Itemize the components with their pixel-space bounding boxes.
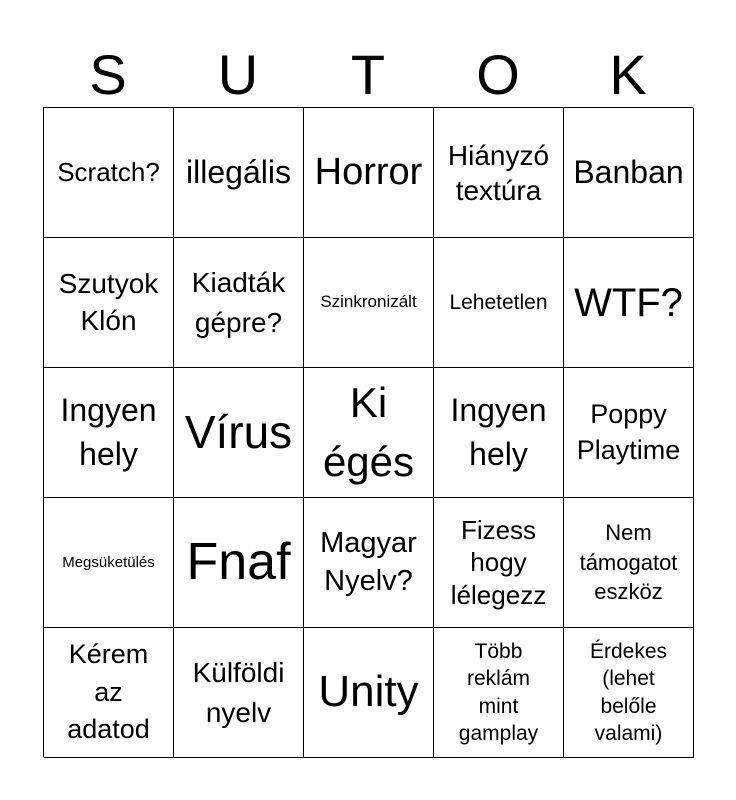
bingo-cell[interactable] (174, 368, 304, 498)
cell-text: Kérem az adatod (67, 638, 150, 745)
header-letter: S (89, 43, 127, 106)
header-letter: K (609, 43, 647, 106)
cell-text: Hiányzó textúra (447, 139, 550, 206)
bingo-cell[interactable] (304, 238, 434, 368)
cell-text: Ingyen hely (450, 392, 547, 472)
cell-text: Ingyen hely (60, 392, 157, 472)
cell-text: Több reklám mint gamplay (458, 639, 539, 745)
cell-text: WTF? (574, 280, 683, 325)
cell-text: Scratch? (57, 156, 160, 187)
bingo-cell[interactable] (434, 108, 564, 238)
header-letter: T (350, 43, 386, 106)
bingo-cell[interactable] (564, 368, 694, 498)
bingo-cell[interactable] (434, 238, 564, 368)
bingo-cell[interactable] (44, 368, 174, 498)
cell-text: Fizess hogy lélegezz (450, 514, 547, 610)
bingo-cell[interactable] (44, 108, 174, 238)
bingo-cell[interactable] (304, 368, 434, 498)
header-letter: O (476, 43, 520, 106)
bingo-cell[interactable] (564, 108, 694, 238)
cell-text: illegális (186, 154, 291, 191)
bingo-cell[interactable] (434, 498, 564, 628)
bingo-cell[interactable] (44, 628, 174, 758)
bingo-board (43, 107, 693, 757)
cell-text: Nem támogatot eszköz (579, 519, 678, 605)
bingo-cell[interactable] (564, 238, 694, 368)
bingo-cell[interactable] (304, 108, 434, 238)
cell-text: Magyar Nyelv? (320, 526, 417, 597)
cell-text: Vírus (184, 405, 293, 458)
bingo-cell[interactable] (434, 628, 564, 758)
bingo-cell[interactable] (174, 498, 304, 628)
cell-text: Érdekes (lehet belőle valami) (589, 639, 668, 745)
cell-text: Lehetetlen (449, 290, 548, 314)
header-letter: U (217, 43, 259, 106)
cell-text: Fnaf (186, 533, 291, 592)
bingo-cell[interactable] (564, 498, 694, 628)
cell-text: Szinkronizált (320, 292, 417, 312)
bingo-cell[interactable] (304, 628, 434, 758)
cell-text: Megsüketülés (62, 553, 155, 571)
cell-text: Banban (573, 154, 684, 191)
cell-text: Horror (314, 150, 423, 193)
bingo-cell[interactable] (174, 628, 304, 758)
bingo-cell[interactable] (174, 238, 304, 368)
cell-text: Unity (318, 667, 419, 717)
bingo-cell[interactable] (44, 238, 174, 368)
cell-text: Ki égés (322, 378, 415, 485)
bingo-cell[interactable] (304, 498, 434, 628)
bingo-cell[interactable] (44, 498, 174, 628)
bingo-cell[interactable] (564, 628, 694, 758)
bingo-cell[interactable] (434, 368, 564, 498)
cell-text: Külföldi nyelv (192, 657, 285, 728)
cell-text: Poppy Playtime (576, 399, 681, 465)
bingo-cell[interactable] (174, 108, 304, 238)
cell-text: Kiadták gépre? (191, 267, 286, 338)
bingo-header (43, 43, 693, 107)
cell-text: Szutyok Klón (58, 268, 159, 336)
